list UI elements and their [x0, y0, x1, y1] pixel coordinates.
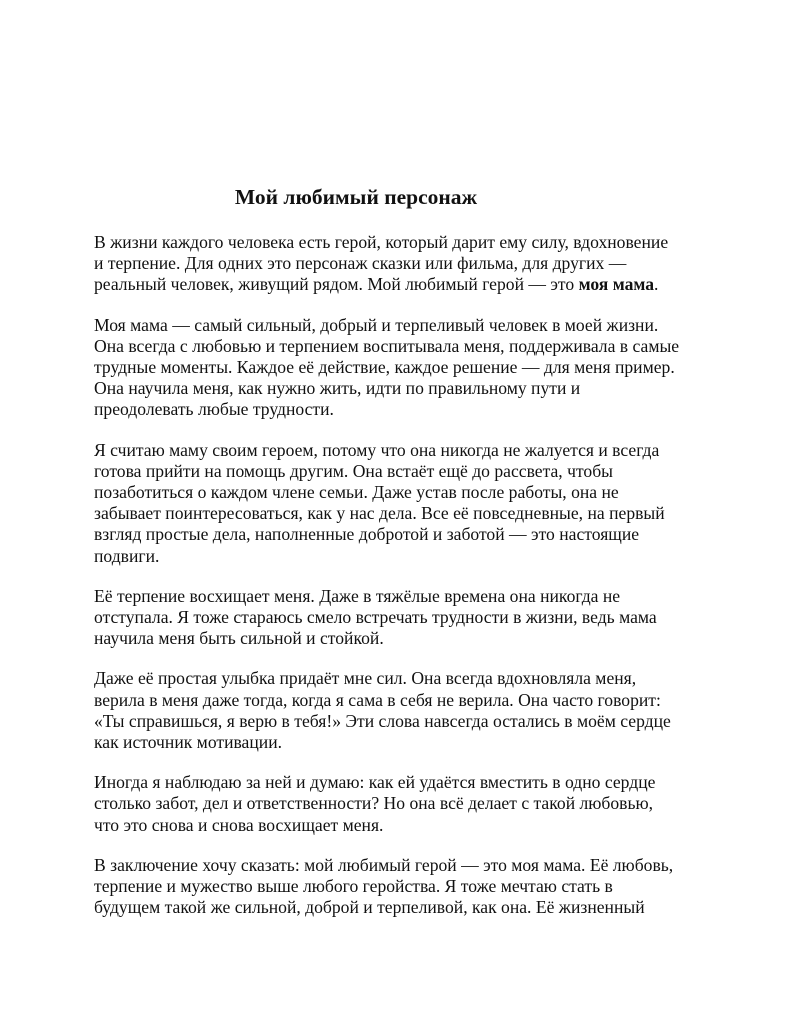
text-line [94, 732, 724, 753]
document-title: Мой любимый персонаж [234, 185, 478, 209]
text-segment: Иногда я наблюдаю за ней и думаю: как ей удаётся вместить в одно сердце [94, 772, 656, 793]
text-line [94, 503, 724, 524]
paragraph [94, 315, 724, 421]
paragraph [94, 668, 724, 753]
text-segment: позаботиться о каждом члене семьи. Даже устав после работы, она не [94, 482, 619, 503]
text-line [94, 586, 724, 607]
text-line [94, 399, 724, 420]
text-line [94, 772, 724, 793]
text-line [94, 336, 724, 357]
text-line [94, 524, 724, 545]
text-line [94, 440, 724, 461]
bold-text-segment: моя мама [578, 274, 655, 295]
text-segment: научила меня быть сильной и стойкой. [94, 628, 384, 649]
text-line [94, 274, 724, 295]
text-line [94, 461, 724, 482]
text-line [94, 668, 724, 689]
text-segment: В жизни каждого человека есть герой, который дарит ему силу, вдохновение [94, 232, 669, 252]
text-segment: взгляд простые дела, наполненные добротой и заботой — это настоящие [94, 524, 640, 545]
text-line [94, 711, 724, 732]
text-line [94, 546, 724, 567]
paragraph [94, 772, 724, 836]
text-line [94, 855, 724, 876]
text-segment: готова прийти на помощь другим. Она встаёт ещё до рассвета, чтобы [94, 460, 613, 481]
text-segment: забывает поинтересоваться, как у нас дела. Все её повседневные, на первый [94, 503, 665, 524]
text-segment: что это снова и снова восхищает меня. [94, 814, 384, 835]
text-segment: терпение и мужество выше любого геройства. Я тоже мечтаю стать в [94, 876, 613, 897]
text-segment: Она всегда с любовью и терпением воспитывала меня, поддерживала в самые [94, 335, 680, 356]
text-line [94, 815, 724, 836]
text-line [94, 315, 724, 336]
document-body [94, 232, 724, 937]
paragraph [94, 586, 724, 650]
text-line [94, 357, 724, 378]
text-segment: реальный человек, живущий рядом. Мой любимый герой — это [94, 274, 579, 295]
text-segment: трудные моменты. Каждое её действие, каждое решение — для меня пример. [94, 357, 675, 378]
text-segment: . [654, 274, 659, 295]
text-segment: подвиги. [94, 545, 160, 566]
text-segment: верила в меня даже тогда, когда я сама в себя не верила. Она часто говорит: [94, 689, 661, 710]
text-segment: Даже её простая улыбка придаёт мне сил. Она всегда вдохновляла меня, [94, 668, 637, 689]
text-segment: «Ты справишься, я верю в тебя!» Эти слова навсегда остались в моём сердце [94, 710, 671, 731]
text-line [94, 690, 724, 711]
text-segment: Она научила меня, как нужно жить, идти по правильному пути и [94, 378, 581, 399]
text-segment: Её терпение восхищает меня. Даже в тяжёлые времена она никогда не [94, 585, 621, 606]
text-segment: Моя мама — самый сильный, добрый и терпеливый человек в моей жизни. [94, 314, 659, 335]
text-segment: преодолевать любые трудности. [94, 399, 334, 420]
paragraph [94, 440, 724, 567]
text-segment: и терпение. Для одних это персонаж сказки или фильма, для других — [94, 253, 627, 274]
text-line [94, 378, 724, 399]
text-segment: отступала. Я тоже стараюсь смело встречать трудности в жизни, ведь мама [94, 607, 657, 628]
text-line [94, 628, 724, 649]
text-segment: В заключение хочу сказать: мой любимый герой — это моя мама. Её любовь, [94, 854, 674, 875]
text-line [94, 482, 724, 503]
text-line [94, 876, 724, 897]
text-line [94, 607, 724, 628]
paragraph [94, 855, 724, 919]
text-line [94, 897, 724, 918]
text-line [94, 793, 724, 814]
text-segment: будущем такой же сильной, доброй и терпеливой, как она. Её жизненный [94, 897, 645, 918]
text-segment: столько забот, дел и ответственности? Но она всё делает с такой любовью, [94, 793, 654, 814]
text-line [94, 253, 724, 274]
text-segment: Я считаю маму своим героем, потому что она никогда не жалуется и всегда [94, 439, 660, 460]
paragraph [94, 232, 724, 296]
text-segment: как источник мотивации. [94, 732, 283, 753]
text-line [94, 232, 724, 253]
